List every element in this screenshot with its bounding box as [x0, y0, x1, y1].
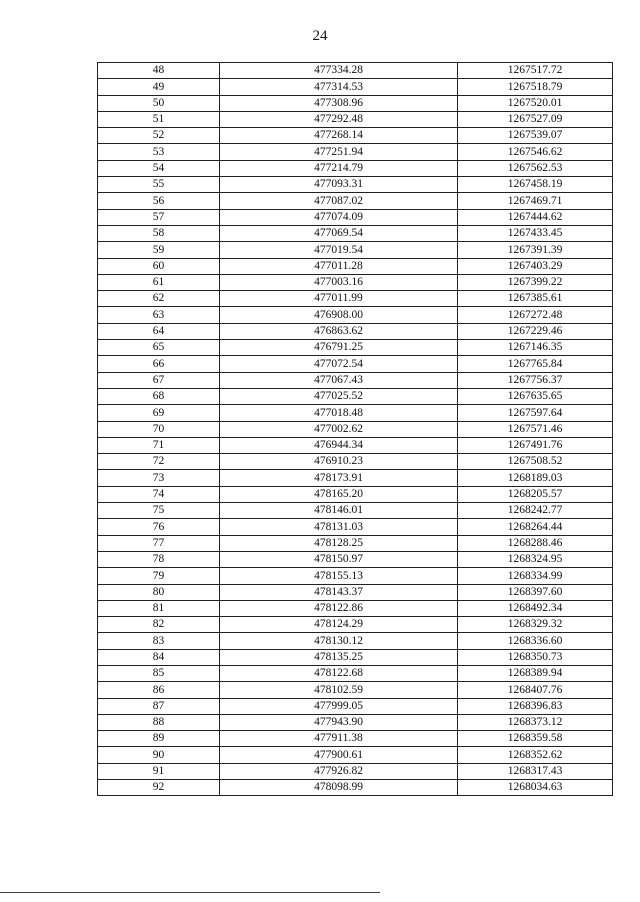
table-row [98, 698, 613, 714]
point-number-cell: 68 [98, 388, 220, 404]
point-number-cell: 83 [98, 633, 220, 649]
table-row [98, 421, 613, 437]
point-number-cell: 59 [98, 242, 220, 258]
y-coordinate-cell: 1267520.01 [458, 95, 613, 111]
y-coordinate-cell: 1267469.71 [458, 193, 613, 209]
x-coordinate-cell: 477093.31 [220, 177, 458, 193]
point-number-cell: 81 [98, 600, 220, 616]
table-row [98, 144, 613, 160]
y-coordinate-cell: 1267527.09 [458, 111, 613, 127]
table-row [98, 111, 613, 127]
table-row [98, 193, 613, 209]
point-number-cell: 91 [98, 763, 220, 779]
table-row [98, 763, 613, 779]
x-coordinate-cell: 477002.62 [220, 421, 458, 437]
point-number-cell: 78 [98, 551, 220, 567]
y-coordinate-cell: 1267597.64 [458, 405, 613, 421]
y-coordinate-cell: 1268242.77 [458, 503, 613, 519]
x-coordinate-cell: 477018.48 [220, 405, 458, 421]
table-row [98, 551, 613, 567]
table-row [98, 177, 613, 193]
y-coordinate-cell: 1268373.12 [458, 714, 613, 730]
point-number-cell: 92 [98, 780, 220, 796]
y-coordinate-cell: 1268407.76 [458, 682, 613, 698]
coordinates-table [97, 62, 613, 796]
coordinates-table-body [98, 63, 613, 796]
x-coordinate-cell: 477292.48 [220, 111, 458, 127]
point-number-cell: 66 [98, 356, 220, 372]
point-number-cell: 62 [98, 291, 220, 307]
y-coordinate-cell: 1267539.07 [458, 128, 613, 144]
x-coordinate-cell: 477074.09 [220, 209, 458, 225]
y-coordinate-cell: 1267635.65 [458, 388, 613, 404]
table-row [98, 437, 613, 453]
table-row [98, 600, 613, 616]
x-coordinate-cell: 477003.16 [220, 274, 458, 290]
y-coordinate-cell: 1267403.29 [458, 258, 613, 274]
y-coordinate-cell: 1267491.76 [458, 437, 613, 453]
x-coordinate-cell: 477943.90 [220, 714, 458, 730]
point-number-cell: 48 [98, 63, 220, 79]
point-number-cell: 60 [98, 258, 220, 274]
x-coordinate-cell: 477900.61 [220, 747, 458, 763]
x-coordinate-cell: 478146.01 [220, 503, 458, 519]
point-number-cell: 76 [98, 519, 220, 535]
point-number-cell: 50 [98, 95, 220, 111]
x-coordinate-cell: 476908.00 [220, 307, 458, 323]
table-row [98, 617, 613, 633]
x-coordinate-cell: 476910.23 [220, 454, 458, 470]
point-number-cell: 79 [98, 568, 220, 584]
x-coordinate-cell: 478122.68 [220, 665, 458, 681]
table-row [98, 503, 613, 519]
x-coordinate-cell: 476944.34 [220, 437, 458, 453]
x-coordinate-cell: 477314.53 [220, 79, 458, 95]
y-coordinate-cell: 1267517.72 [458, 63, 613, 79]
y-coordinate-cell: 1268359.58 [458, 731, 613, 747]
y-coordinate-cell: 1267756.37 [458, 372, 613, 388]
x-coordinate-cell: 477268.14 [220, 128, 458, 144]
y-coordinate-cell: 1268397.60 [458, 584, 613, 600]
y-coordinate-cell: 1268389.94 [458, 665, 613, 681]
x-coordinate-cell: 478098.99 [220, 780, 458, 796]
point-number-cell: 61 [98, 274, 220, 290]
y-coordinate-cell: 1267765.84 [458, 356, 613, 372]
x-coordinate-cell: 478165.20 [220, 486, 458, 502]
x-coordinate-cell: 478130.12 [220, 633, 458, 649]
point-number-cell: 73 [98, 470, 220, 486]
table-row [98, 568, 613, 584]
point-number-cell: 89 [98, 731, 220, 747]
y-coordinate-cell: 1267385.61 [458, 291, 613, 307]
footer-rule [0, 892, 380, 893]
x-coordinate-cell: 477019.54 [220, 242, 458, 258]
x-coordinate-cell: 477025.52 [220, 388, 458, 404]
table-row [98, 454, 613, 470]
y-coordinate-cell: 1267391.39 [458, 242, 613, 258]
y-coordinate-cell: 1268189.03 [458, 470, 613, 486]
table-row [98, 79, 613, 95]
x-coordinate-cell: 478122.86 [220, 600, 458, 616]
table-row [98, 584, 613, 600]
y-coordinate-cell: 1267562.53 [458, 160, 613, 176]
y-coordinate-cell: 1267433.45 [458, 225, 613, 241]
y-coordinate-cell: 1267508.52 [458, 454, 613, 470]
point-number-cell: 58 [98, 225, 220, 241]
point-number-cell: 82 [98, 617, 220, 633]
y-coordinate-cell: 1268334.99 [458, 568, 613, 584]
table-row [98, 160, 613, 176]
x-coordinate-cell: 478135.25 [220, 649, 458, 665]
point-number-cell: 72 [98, 454, 220, 470]
x-coordinate-cell: 477011.99 [220, 291, 458, 307]
table-row [98, 291, 613, 307]
point-number-cell: 86 [98, 682, 220, 698]
x-coordinate-cell: 478124.29 [220, 617, 458, 633]
y-coordinate-cell: 1268317.43 [458, 763, 613, 779]
table-row [98, 225, 613, 241]
point-number-cell: 54 [98, 160, 220, 176]
point-number-cell: 56 [98, 193, 220, 209]
point-number-cell: 67 [98, 372, 220, 388]
table-row [98, 128, 613, 144]
x-coordinate-cell: 478102.59 [220, 682, 458, 698]
table-row [98, 340, 613, 356]
point-number-cell: 87 [98, 698, 220, 714]
y-coordinate-cell: 1267399.22 [458, 274, 613, 290]
point-number-cell: 84 [98, 649, 220, 665]
x-coordinate-cell: 477072.54 [220, 356, 458, 372]
x-coordinate-cell: 478173.91 [220, 470, 458, 486]
point-number-cell: 85 [98, 665, 220, 681]
point-number-cell: 63 [98, 307, 220, 323]
y-coordinate-cell: 1268205.57 [458, 486, 613, 502]
point-number-cell: 52 [98, 128, 220, 144]
table-row [98, 714, 613, 730]
x-coordinate-cell: 477214.79 [220, 160, 458, 176]
table-row [98, 535, 613, 551]
y-coordinate-cell: 1267546.62 [458, 144, 613, 160]
x-coordinate-cell: 478155.13 [220, 568, 458, 584]
table-row [98, 682, 613, 698]
x-coordinate-cell: 478128.25 [220, 535, 458, 551]
y-coordinate-cell: 1268329.32 [458, 617, 613, 633]
x-coordinate-cell: 477308.96 [220, 95, 458, 111]
y-coordinate-cell: 1267146.35 [458, 340, 613, 356]
x-coordinate-cell: 477087.02 [220, 193, 458, 209]
point-number-cell: 69 [98, 405, 220, 421]
y-coordinate-cell: 1267458.19 [458, 177, 613, 193]
y-coordinate-cell: 1268492.34 [458, 600, 613, 616]
point-number-cell: 90 [98, 747, 220, 763]
page-number: 24 [312, 28, 328, 44]
table-row [98, 95, 613, 111]
table-row [98, 258, 613, 274]
table-row [98, 356, 613, 372]
point-number-cell: 80 [98, 584, 220, 600]
point-number-cell: 53 [98, 144, 220, 160]
y-coordinate-cell: 1268324.95 [458, 551, 613, 567]
x-coordinate-cell: 476791.25 [220, 340, 458, 356]
x-coordinate-cell: 476863.62 [220, 323, 458, 339]
table-row [98, 405, 613, 421]
point-number-cell: 70 [98, 421, 220, 437]
table-row [98, 307, 613, 323]
point-number-cell: 71 [98, 437, 220, 453]
point-number-cell: 88 [98, 714, 220, 730]
y-coordinate-cell: 1268336.60 [458, 633, 613, 649]
x-coordinate-cell: 477011.28 [220, 258, 458, 274]
x-coordinate-cell: 477334.28 [220, 63, 458, 79]
y-coordinate-cell: 1267272.48 [458, 307, 613, 323]
x-coordinate-cell: 477999.05 [220, 698, 458, 714]
table-row [98, 323, 613, 339]
y-coordinate-cell: 1268288.46 [458, 535, 613, 551]
point-number-cell: 49 [98, 79, 220, 95]
y-coordinate-cell: 1268352.62 [458, 747, 613, 763]
y-coordinate-cell: 1267518.79 [458, 79, 613, 95]
table-row [98, 388, 613, 404]
y-coordinate-cell: 1267444.62 [458, 209, 613, 225]
point-number-cell: 51 [98, 111, 220, 127]
x-coordinate-cell: 478150.97 [220, 551, 458, 567]
point-number-cell: 64 [98, 323, 220, 339]
table-row [98, 519, 613, 535]
table-row [98, 63, 613, 79]
table-row [98, 731, 613, 747]
table-row [98, 470, 613, 486]
table-row [98, 242, 613, 258]
x-coordinate-cell: 477069.54 [220, 225, 458, 241]
table-row [98, 633, 613, 649]
y-coordinate-cell: 1267571.46 [458, 421, 613, 437]
y-coordinate-cell: 1268396.83 [458, 698, 613, 714]
x-coordinate-cell: 477911.38 [220, 731, 458, 747]
table-row [98, 274, 613, 290]
table-row [98, 665, 613, 681]
point-number-cell: 74 [98, 486, 220, 502]
point-number-cell: 65 [98, 340, 220, 356]
point-number-cell: 75 [98, 503, 220, 519]
x-coordinate-cell: 477067.43 [220, 372, 458, 388]
x-coordinate-cell: 478131.03 [220, 519, 458, 535]
table-row [98, 649, 613, 665]
point-number-cell: 57 [98, 209, 220, 225]
table-row [98, 747, 613, 763]
point-number-cell: 55 [98, 177, 220, 193]
table-row [98, 780, 613, 796]
y-coordinate-cell: 1267229.46 [458, 323, 613, 339]
y-coordinate-cell: 1268034.63 [458, 780, 613, 796]
y-coordinate-cell: 1268350.73 [458, 649, 613, 665]
x-coordinate-cell: 478143.37 [220, 584, 458, 600]
table-row [98, 486, 613, 502]
point-number-cell: 77 [98, 535, 220, 551]
x-coordinate-cell: 477251.94 [220, 144, 458, 160]
y-coordinate-cell: 1268264.44 [458, 519, 613, 535]
x-coordinate-cell: 477926.82 [220, 763, 458, 779]
table-row [98, 209, 613, 225]
table-row [98, 372, 613, 388]
